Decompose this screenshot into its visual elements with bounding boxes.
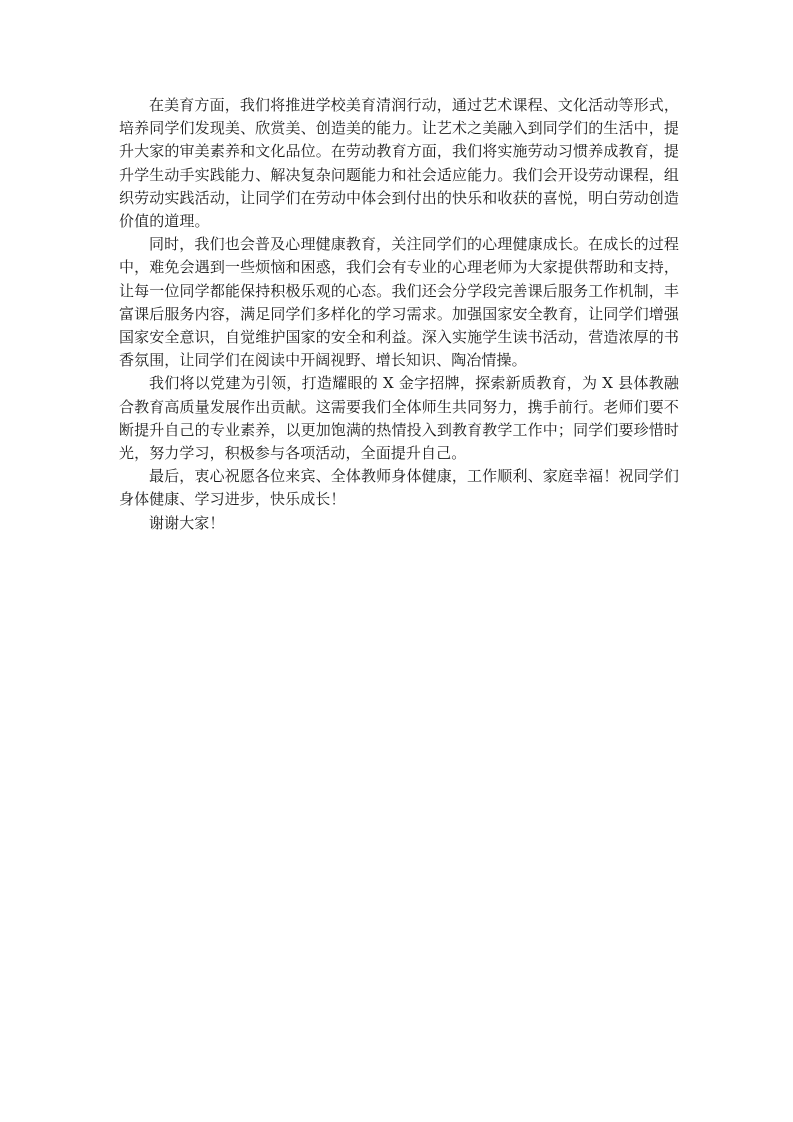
paragraph-party-leadership: 我们将以党建为引领，打造耀眼的 X 金字招牌，探索新质教育，为 X 县体教融合教育高质量发展作出贡献。这需要我们全体师生共同努力，携手前行。老师们要不断提升自己的专业素养，以更加饱满的热情投入到教育教学工作中；同学们要珍惜时光，努力学习，积极参与各项活动，全面提升自己。 (119, 374, 679, 463)
paragraph-aesthetic-labor-education: 在美育方面，我们将推进学校美育清润行动，通过艺术课程、文化活动等形式，培养同学们发现美、欣赏美、创造美的能力。让艺术之美融入到同学们的生活中，提升大家的审美素养和文化品位。在劳动教育方面，我们将实施劳动习惯养成教育，提升学生动手实践能力、解决复杂问题能力和社会适应能力。我们会开设劳动课程，组织劳动实践活动，让同学们在劳动中体会到付出的快乐和收获的喜悦，明白劳动创造价值的道理。 (119, 96, 679, 231)
paragraph-mental-health-education: 同时，我们也会普及心理健康教育，关注同学们的心理健康成长。在成长的过程中，难免会遇到一些烦恼和困惑，我们会有专业的心理老师为大家提供帮助和支持，让每一位同学都能保持积极乐观的心态。我们还会分学段完善课后服务工作机制，丰富课后服务内容，满足同学们多样化的学习需求。加强国家安全教育，让同学们增强国家安全意识，自觉维护国家的安全和利益。深入实施学生读书活动，营造浓厚的书香氛围，让同学们在阅读中开阔视野、增长知识、陶冶情操。 (119, 235, 679, 370)
paragraph-thanks: 谢谢大家！ (149, 513, 225, 532)
document-body (119, 94, 679, 535)
paragraph-closing-wishes: 最后，衷心祝愿各位来宾、全体教师身体健康，工作顺利、家庭幸福！祝同学们身体健康、学习进步，快乐成长！ (119, 467, 679, 509)
